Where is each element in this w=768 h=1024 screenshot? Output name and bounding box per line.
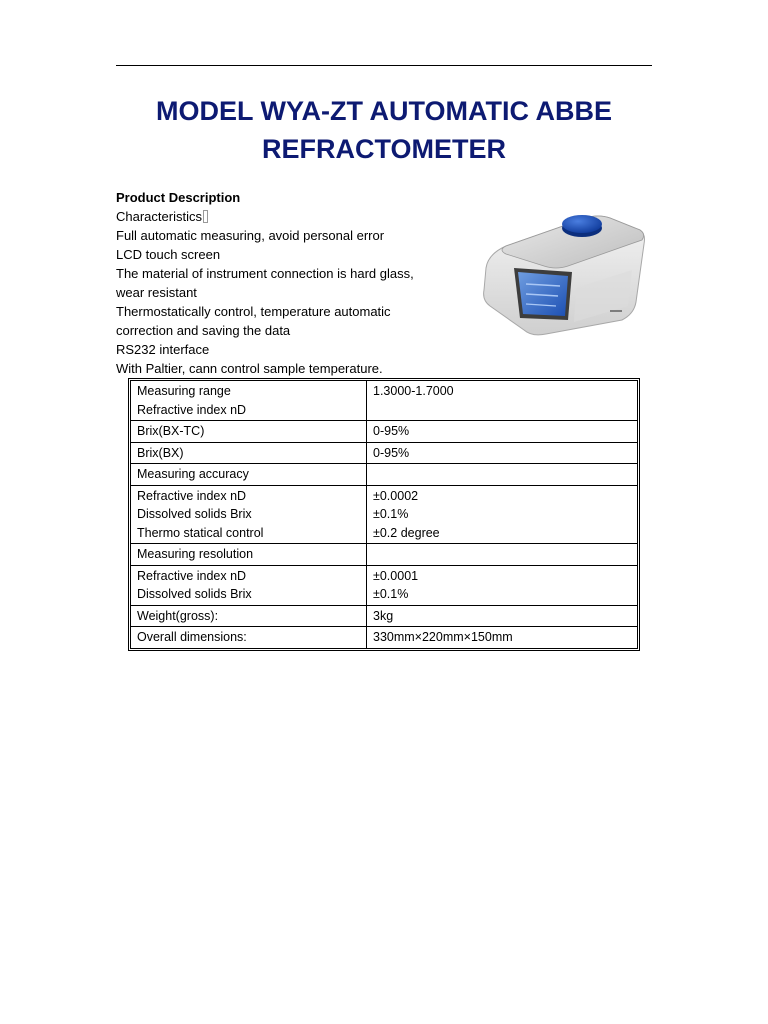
table-row [131,605,638,627]
specifications-table [128,378,640,651]
description-line: Full automatic measuring, avoid personal error [116,228,385,243]
spec-value: ±0.1% [373,587,409,601]
spec-value: 0-95% [373,445,410,460]
table-row [131,485,638,544]
characteristics-text: Characteristics [116,209,202,224]
table-row [131,565,638,605]
spec-value: ±0.0002 [373,488,419,503]
spec-label: Dissolved solids Brix [137,507,252,521]
description-heading: Product Description [116,190,241,205]
spec-label-cell [131,605,367,627]
spec-value: 0-95% [373,424,410,438]
spec-label-cell [131,464,367,486]
product-description [116,188,446,378]
spec-label: Measuring accuracy [137,467,249,481]
spec-value-cell [367,464,638,486]
spec-value-cell [367,605,638,627]
spec-label: Refractive index nD [137,568,247,583]
missing-glyph-icon [203,210,208,223]
spec-value: 330mm×220mm×150mm [373,630,513,644]
spec-label: Thermo statical control [137,525,264,540]
spec-label-cell [131,565,367,605]
spec-value-cell [367,421,638,443]
table-row [131,627,638,649]
spec-value: ±0.0001 [373,568,419,583]
refractometer-product-image [476,210,648,340]
spec-label: Dissolved solids Brix [137,587,252,601]
spec-value: 3kg [373,608,394,623]
title-line-2: REFRACTOMETER [261,134,506,164]
spec-value: ±0.2 degree [373,525,440,540]
top-rule [116,65,652,66]
spec-label: Brix(BX-TC) [137,424,205,438]
spec-label-cell [131,485,367,544]
spec-label-cell [131,381,367,421]
spec-label-cell [131,442,367,464]
title-line-1: MODEL WYA-ZT AUTOMATIC ABBE [156,96,612,126]
page-title [116,92,652,168]
spec-value-cell [367,485,638,544]
table-row [131,381,638,421]
spec-label: Overall dimensions: [137,630,247,644]
table-row [131,464,638,486]
description-line: Thermostatically control, temperature automatic [116,304,391,319]
spec-value-cell [367,627,638,649]
spec-label-cell [131,627,367,649]
spec-label: Brix(BX) [137,445,184,460]
spec-value: 1.3000-1.7000 [373,384,454,398]
description-line: LCD touch screen [116,247,221,262]
table-row [131,442,638,464]
spec-label: Measuring range [137,384,231,398]
spec-label: Weight(gross): [137,608,219,623]
table-row [131,421,638,443]
table-row [131,544,638,566]
description-line: With Paltier, cann control sample temperature. [116,361,383,376]
spec-value-cell [367,544,638,566]
description-line: RS232 interface [116,342,210,357]
description-line: correction and saving the data [116,323,291,338]
description-line: wear resistant [116,285,197,300]
spec-label: Refractive index nD [137,402,247,417]
spec-label-cell [131,421,367,443]
spec-label-cell [131,544,367,566]
spec-label: Refractive index nD [137,488,247,503]
spec-value-cell [367,381,638,421]
spec-value-cell [367,565,638,605]
spec-value: ±0.1% [373,507,409,521]
spec-label: Measuring resolution [137,547,254,561]
spec-value-cell [367,442,638,464]
characteristics-label [116,207,446,226]
description-line: The material of instrument connection is hard glass, [116,266,414,281]
